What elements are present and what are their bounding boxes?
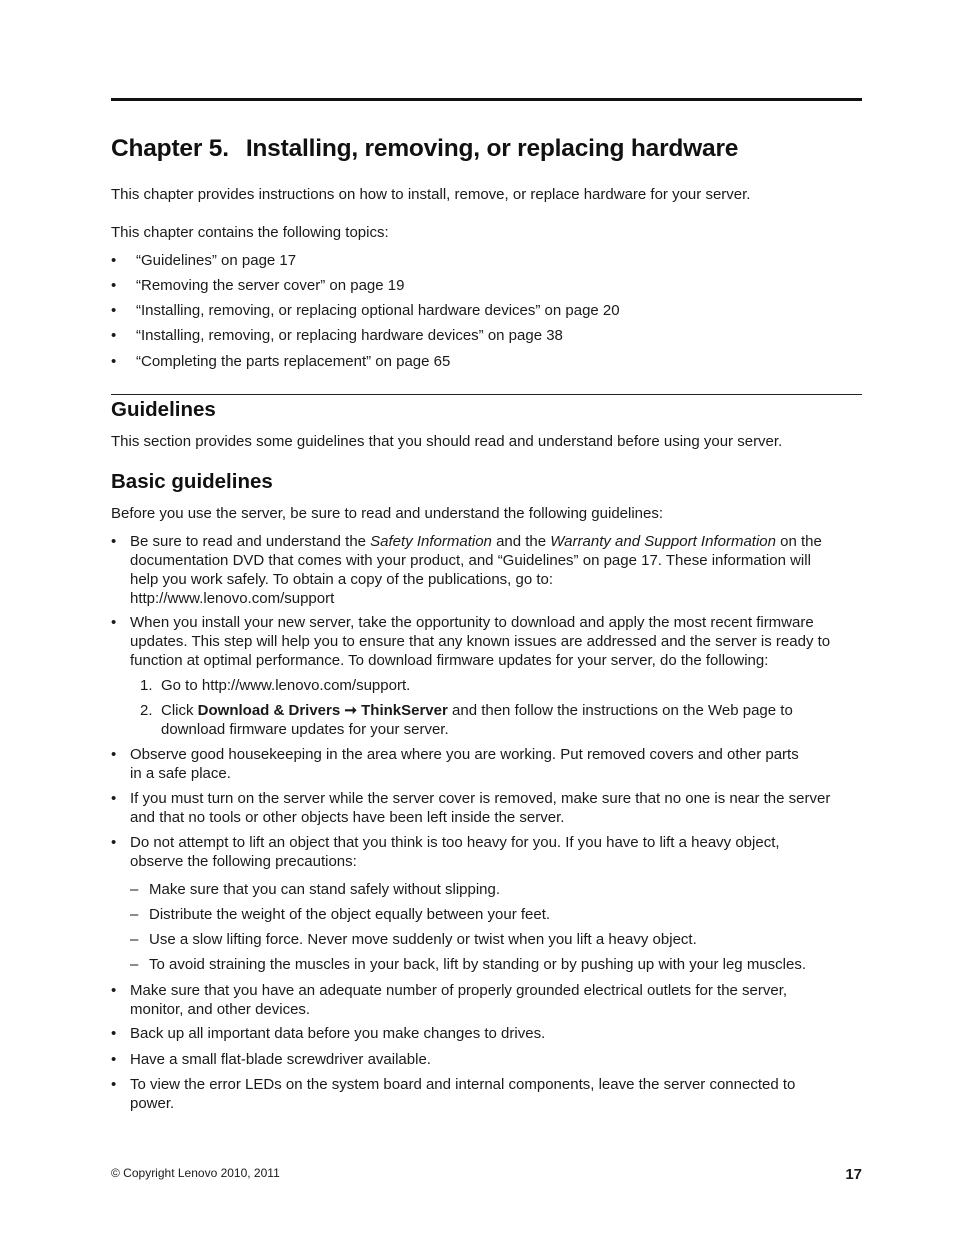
bullet: • [111,327,117,344]
chapter-title-text: Installing, removing, or replacing hardware [245,135,739,162]
step-number: 2. [140,702,153,719]
text-line: and that no tools or other objects have been left inside the server. [130,809,565,826]
bullet: • [111,302,117,319]
bullet: • [111,1025,117,1042]
text-line: Back up all important data before you make changes to drives. [130,1025,546,1042]
bullet: • [111,982,117,999]
precaution-text: Make sure that you can stand safely without slipping. [149,881,501,898]
bullet: • [111,746,117,763]
text-run: and the [491,533,551,550]
topic-text[interactable]: “Installing, removing, or replacing hardware devices” on page 38 [136,327,563,344]
text-line: monitor, and other devices. [130,1001,311,1018]
topic-text[interactable]: “Guidelines” on page 17 [136,252,297,269]
guidelines-text: This section provides some guidelines that you should read and understand before using your server. [111,433,783,450]
text-run: Be sure to read and understand the [130,533,371,550]
step-text: Go to http://www.lenovo.com/support. [161,677,411,694]
text-line: in a safe place. [130,765,231,782]
bullet: • [111,1076,117,1093]
text-run: Click [161,702,198,719]
text-line: function at optimal performance. To download firmware updates for your server, do the following: [130,652,769,669]
dash: – [130,906,139,923]
bullet: • [111,834,117,851]
text-line: To view the error LEDs on the system board and internal components, leave the server connected to [130,1076,796,1093]
text-line: If you must turn on the server while the server cover is removed, make sure that no one is near the server [130,790,831,807]
precaution-text: Use a slow lifting force. Never move suddenly or twist when you lift a heavy object. [149,931,697,948]
text-line: documentation DVD that comes with your product, and “Guidelines” on page 17. These information will [130,552,811,569]
thinkserver-label: ThinkServer [361,702,448,719]
text-line: help you work safely. To obtain a copy of the publications, go to: [130,571,554,588]
text-line: Observe good housekeeping in the area where you are working. Put removed covers and other parts [130,746,799,763]
warranty-information-title: Warranty and Support Information [550,533,776,550]
precaution-text: Distribute the weight of the object equally between your feet. [149,906,551,923]
topic-text[interactable]: “Installing, removing, or replacing optional hardware devices” on page 20 [136,302,620,319]
text-run: on the [775,533,822,550]
download-drivers-label: Download & Drivers [197,702,341,719]
support-url[interactable]: http://www.lenovo.com/support [130,590,335,607]
bullet: • [111,252,117,269]
bullet: • [111,277,117,294]
arrow-icon: ➞ [344,702,357,719]
footer-copyright: © Copyright Lenovo 2010, 2011 [111,1166,280,1180]
dash: – [130,931,139,948]
precaution-text: To avoid straining the muscles in your back, lift by standing or by pushing up with your leg muscles. [149,956,806,973]
text-line: updates. This step will help you to ensure that any known issues are addressed and the server is ready to [130,633,831,650]
chapter-intro: This chapter provides instructions on how to install, remove, or replace hardware for your server. [111,186,751,203]
basic-guidelines-heading: Basic guidelines [111,470,273,493]
bullet: • [111,614,117,631]
safety-information-title: Safety Information [370,533,492,550]
text-line: Have a small flat-blade screwdriver available. [130,1051,431,1068]
dash: – [130,881,139,898]
guidelines-heading: Guidelines [111,398,216,421]
step-number: 1. [140,677,153,694]
chapter-number: Chapter 5. [111,135,229,162]
text-line: Do not attempt to lift an object that you think is too heavy for you. If you have to lift a heavy object, [130,834,780,851]
bullet: • [111,790,117,807]
basic-guidelines-intro: Before you use the server, be sure to read and understand the following guidelines: [111,505,664,522]
bullet: • [111,533,117,550]
text-line: power. [130,1095,175,1112]
dash: – [130,956,139,973]
text-line: Make sure that you have an adequate number of properly grounded electrical outlets for the server, [130,982,788,999]
bullet: • [111,1051,117,1068]
topics-intro: This chapter contains the following topics: [111,224,389,241]
page-number: 17 [845,1166,862,1183]
topic-text[interactable]: “Removing the server cover” on page 19 [136,277,405,294]
chapter-title [111,135,738,163]
bullet: • [111,353,117,370]
chapter-top-rule [111,98,862,101]
text-line: When you install your new server, take the opportunity to download and apply the most recent firmware [130,614,814,631]
text-line: download firmware updates for your server. [161,721,449,738]
text-line: observe the following precautions: [130,853,357,870]
section-rule [111,394,862,395]
text-run: and then follow the instructions on the Web page to [447,702,793,719]
topic-text[interactable]: “Completing the parts replacement” on page 65 [136,353,451,370]
